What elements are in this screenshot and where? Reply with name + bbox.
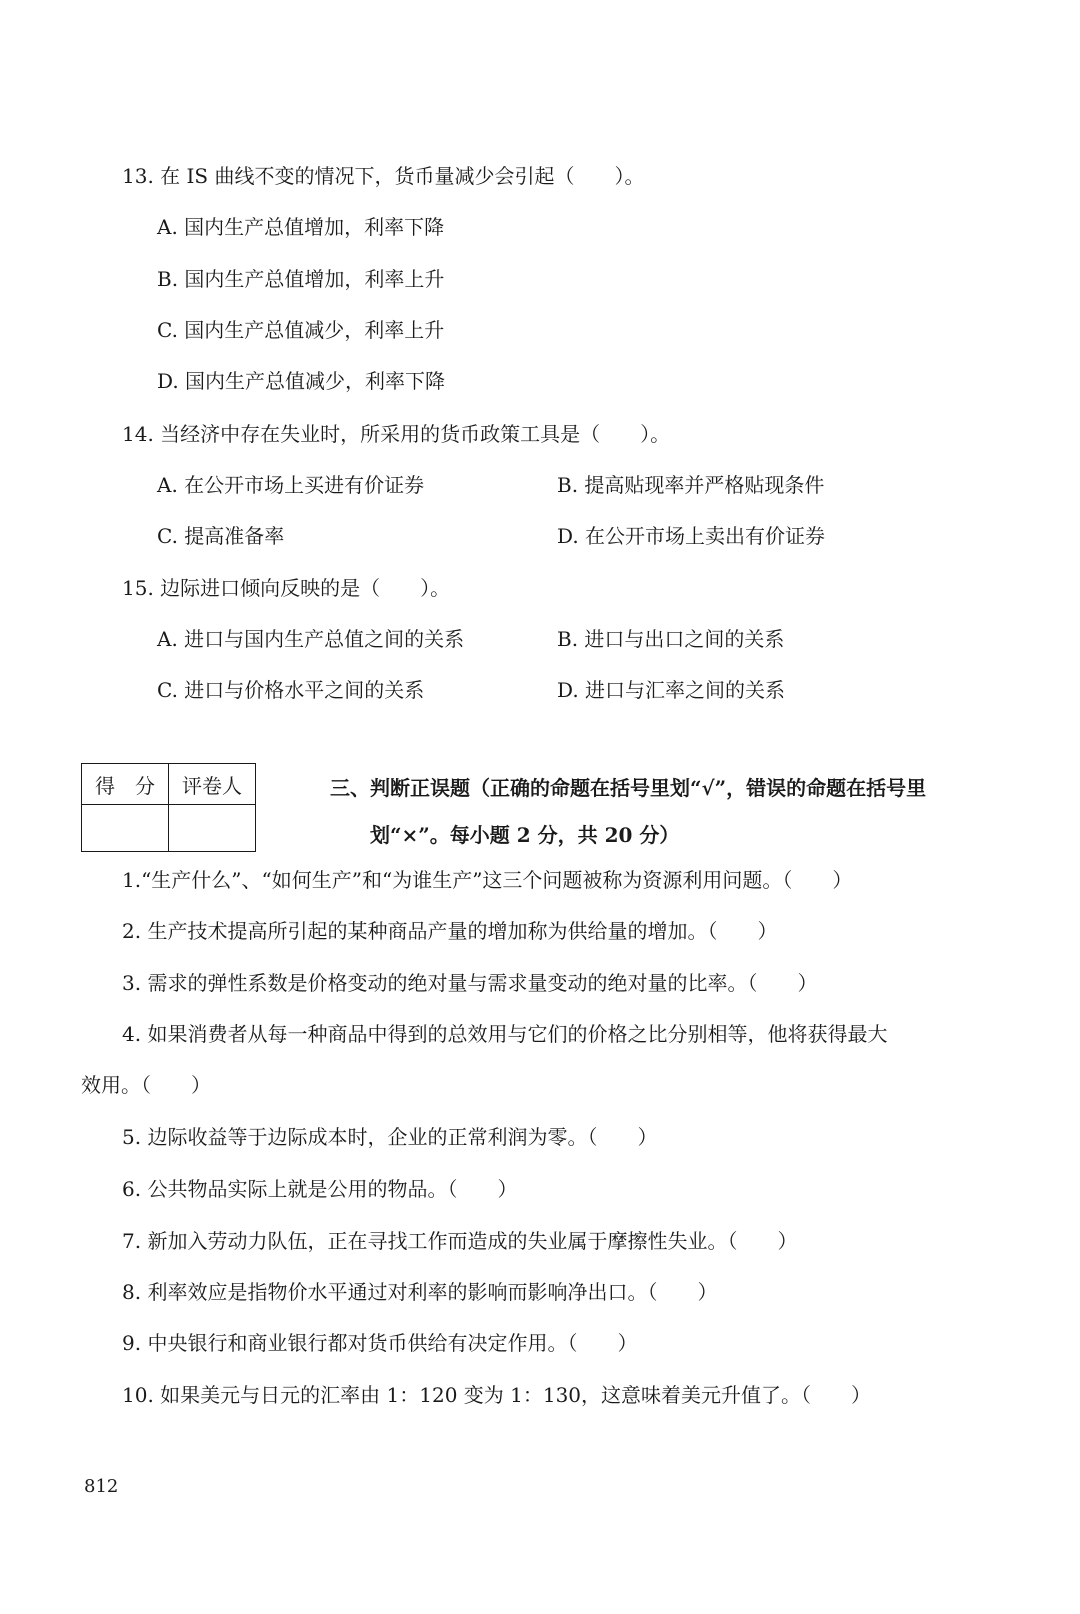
judgment-item-6: 6. 公共物品实际上就是公用的物品。（ ） (122, 1177, 518, 1201)
judgment-item-4-continued: 效用。（ ） (81, 1073, 211, 1097)
question-15-stem: 15. 边际进口倾向反映的是（ ）。 (122, 576, 451, 600)
judgment-item-9: 9. 中央银行和商业银行都对货币供给有决定作用。（ ） (122, 1331, 638, 1355)
judgment-item-5: 5. 边际收益等于边际成本时，企业的正常利润为零。（ ） (122, 1125, 658, 1149)
question-13-option-d: D. 国内生产总值减少，利率下降 (157, 369, 446, 393)
question-15-option-a: A. 进口与国内生产总值之间的关系 (157, 627, 465, 651)
judgment-item-8: 8. 利率效应是指物价水平通过对利率的影响而影响净出口。（ ） (122, 1280, 718, 1304)
grader-label: 评卷人 (169, 764, 256, 805)
question-15-option-b: B. 进口与出口之间的关系 (557, 627, 785, 651)
score-label: 得 分 (82, 764, 169, 805)
question-13-option-b: B. 国内生产总值增加，利率上升 (157, 267, 445, 291)
judgment-item-7: 7. 新加入劳动力队伍，正在寻找工作而造成的失业属于摩擦性失业。（ ） (122, 1229, 798, 1253)
question-15-option-c: C. 进口与价格水平之间的关系 (157, 678, 425, 702)
question-14-option-d: D. 在公开市场上卖出有价证券 (557, 524, 826, 548)
question-14-option-c: C. 提高准备率 (157, 524, 285, 548)
question-14-stem: 14. 当经济中存在失业时，所采用的货币政策工具是（ ）。 (122, 422, 671, 446)
question-13-option-a: A. 国内生产总值增加，利率下降 (157, 215, 445, 239)
judgment-item-1: 1.“生产什么”、“如何生产”和“为谁生产”这三个问题被称为资源利用问题。（ ） (122, 868, 853, 892)
question-14-option-b: B. 提高贴现率并严格贴现条件 (557, 473, 825, 497)
page-number: 812 (84, 1476, 119, 1497)
section-3-heading-line-2: 划“×”。每小题 2 分，共 20 分） (370, 823, 680, 847)
judgment-item-10: 10. 如果美元与日元的汇率由 1：120 变为 1：130，这意味着美元升值了。（ ） (122, 1383, 872, 1407)
score-box (81, 763, 256, 852)
question-14-option-a: A. 在公开市场上买进有价证券 (157, 473, 425, 497)
section-3-heading-line-1: 三、判断正误题（正确的命题在括号里划“√”，错误的命题在括号里 (330, 776, 927, 800)
judgment-item-4: 4. 如果消费者从每一种商品中得到的总效用与它们的价格之比分别相等，他将获得最大 (122, 1022, 888, 1046)
question-13-option-c: C. 国内生产总值减少，利率上升 (157, 318, 445, 342)
judgment-item-2: 2. 生产技术提高所引起的某种商品产量的增加称为供给量的增加。（ ） (122, 919, 778, 943)
question-13-stem: 13. 在 IS 曲线不变的情况下，货币量减少会引起（ ）。 (122, 164, 645, 188)
grader-cell (169, 805, 256, 852)
score-cell (82, 805, 169, 852)
question-15-option-d: D. 进口与汇率之间的关系 (557, 678, 786, 702)
judgment-item-3: 3. 需求的弹性系数是价格变动的绝对量与需求量变动的绝对量的比率。（ ） (122, 971, 818, 995)
